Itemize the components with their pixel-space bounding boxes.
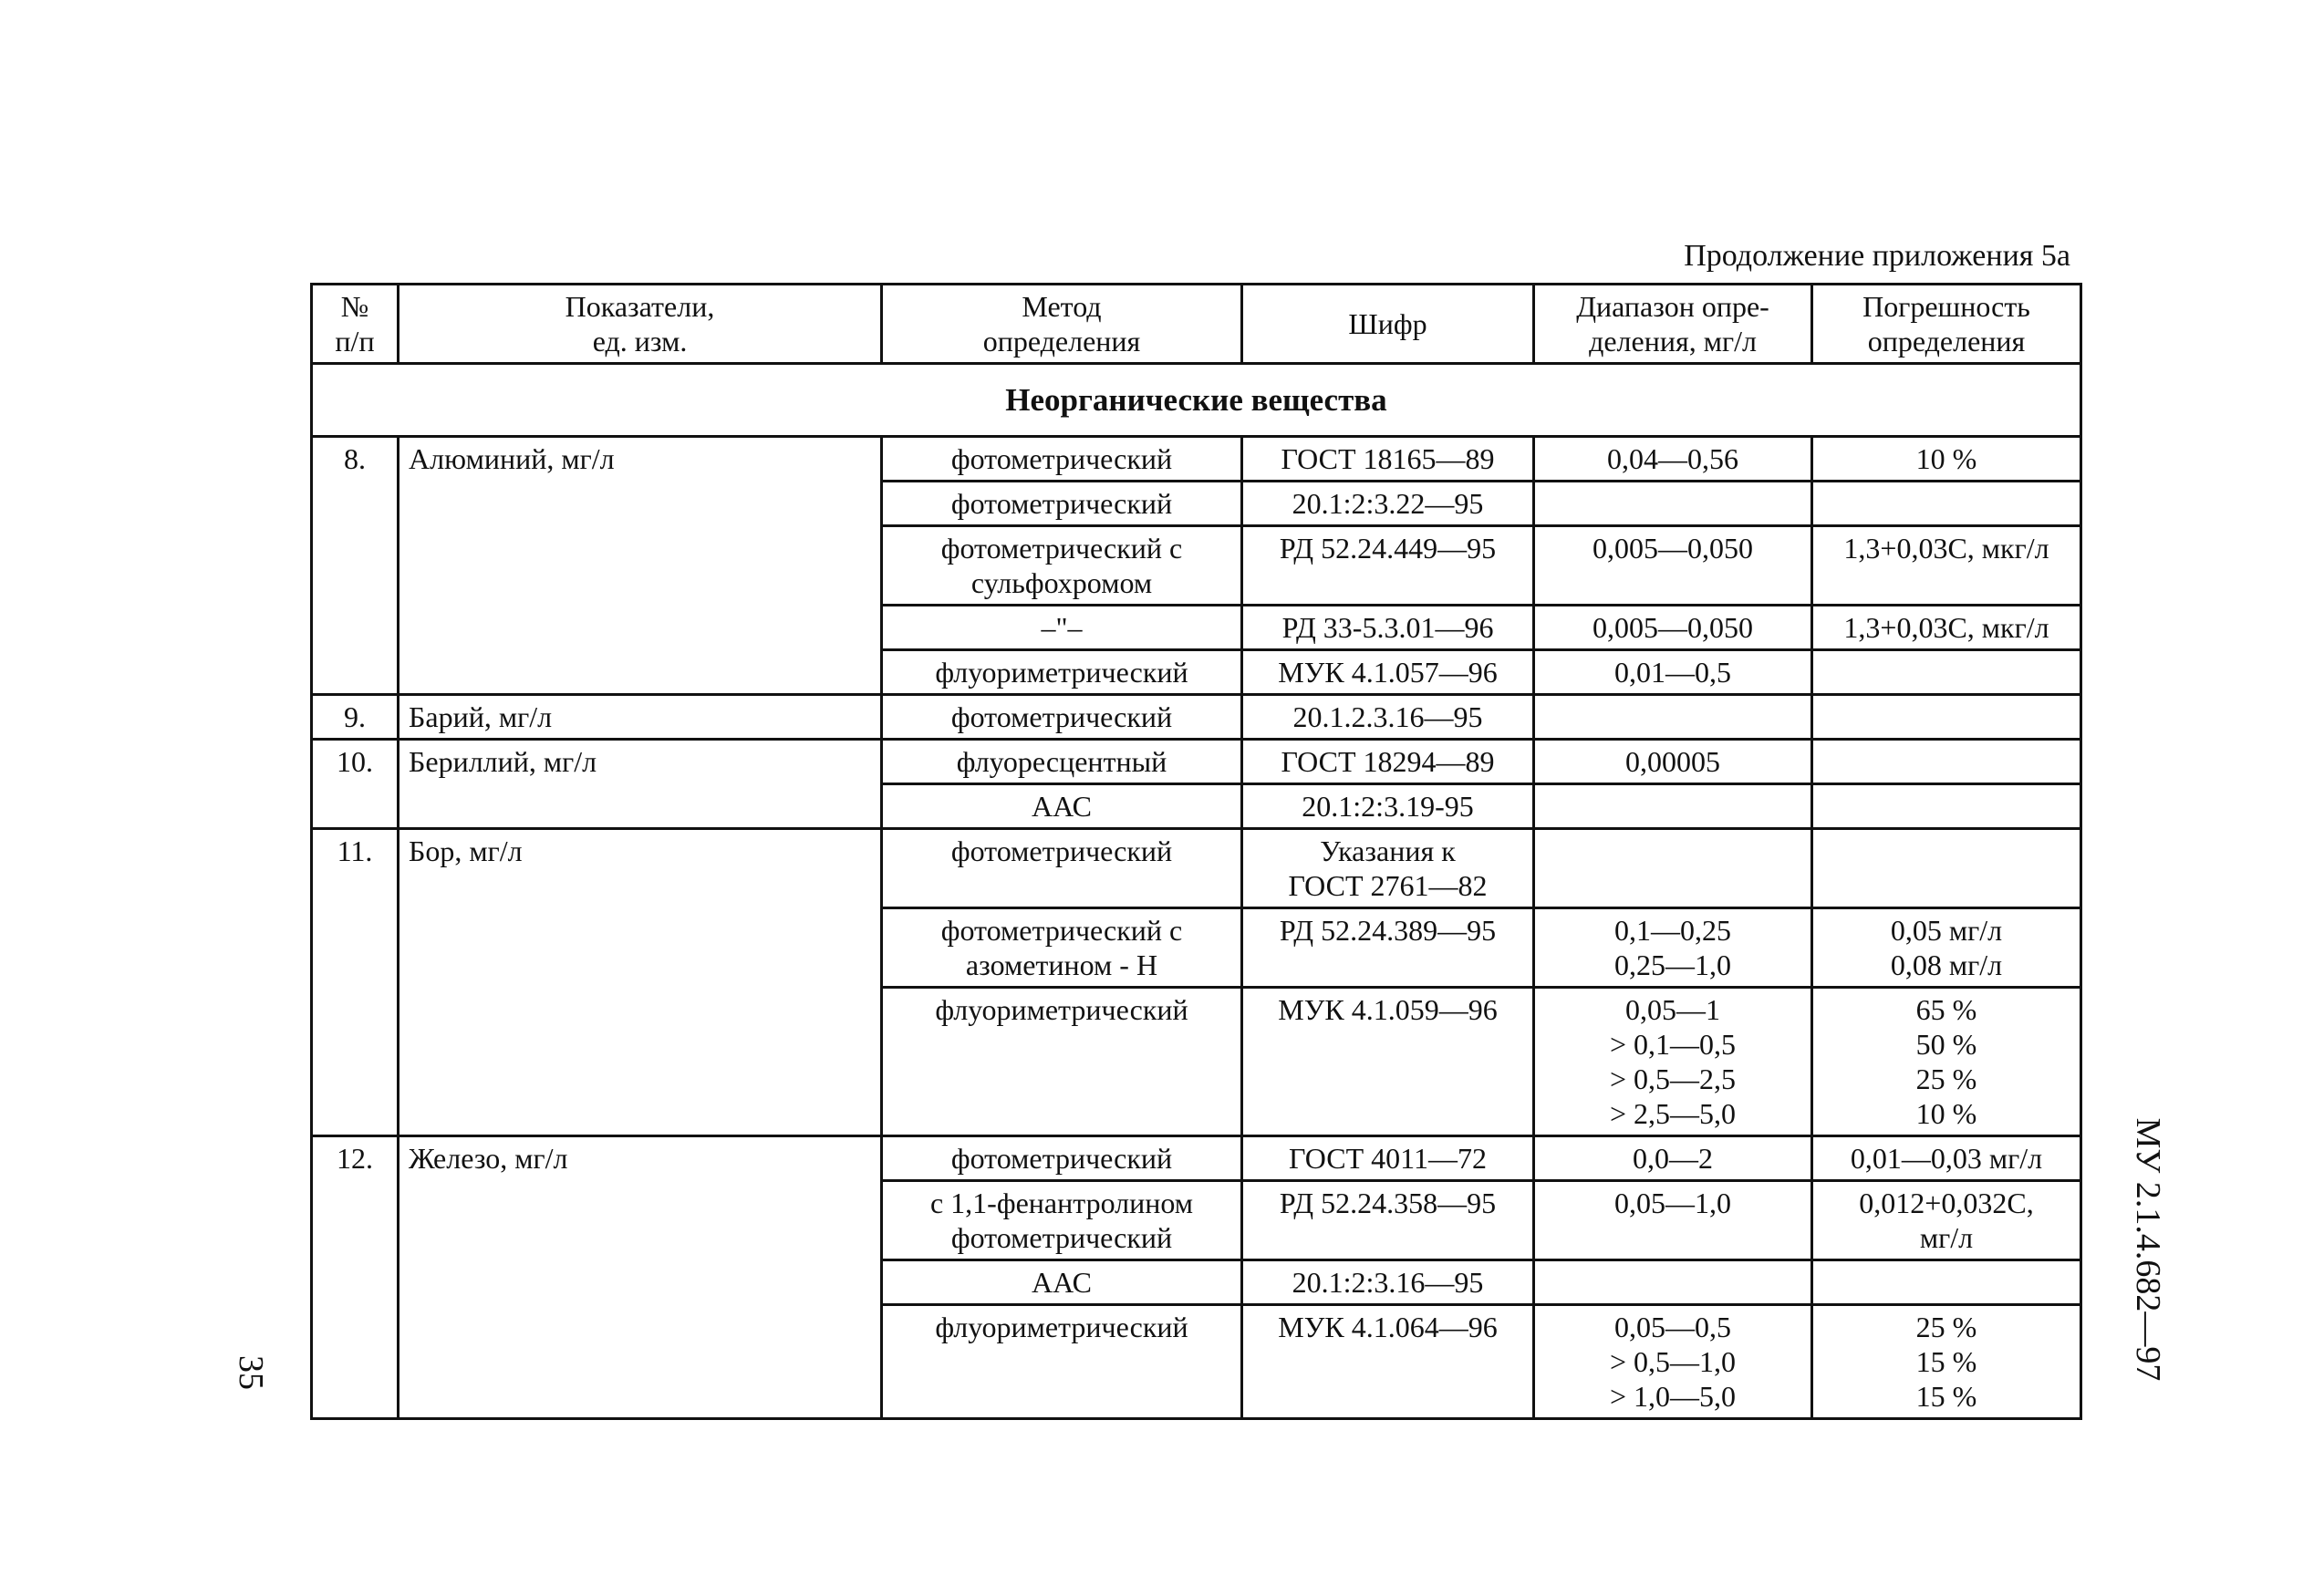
table-row [312, 695, 2081, 740]
method-cell-line: фотометрический [950, 834, 1173, 867]
code-cell [1242, 829, 1534, 908]
code-cell [1242, 908, 1534, 988]
range-cell-line: 0,005—0,050 [1593, 611, 1753, 644]
code-cell [1242, 526, 1534, 606]
empty-line [1821, 744, 2072, 766]
code-cell-line: ГОСТ 18165—89 [1281, 442, 1495, 475]
method-cell [882, 740, 1242, 784]
method-cell-line: флуориметрический [935, 656, 1188, 689]
range-cell-line: 0,05—0,5 [1614, 1311, 1731, 1343]
code-cell-line: ГОСТ 4011—72 [1289, 1142, 1487, 1175]
row-number: 8. [312, 437, 399, 695]
header-range [1534, 285, 1812, 364]
method-cell-line: ААС [1032, 790, 1092, 823]
indicator-name: Бериллий, мг/л [399, 740, 882, 829]
row-number: 10. [312, 740, 399, 829]
error-cell-line: 1,3+0,03С, мкг/л [1843, 532, 2049, 565]
code-cell [1242, 740, 1534, 784]
error-cell [1812, 650, 2081, 695]
error-cell [1812, 1136, 2081, 1181]
error-cell [1812, 829, 2081, 908]
code-cell [1242, 1181, 1534, 1260]
code-cell-line: МУК 4.1.064—96 [1278, 1311, 1498, 1343]
error-cell [1812, 988, 2081, 1136]
error-cell-line: мг/л [1919, 1221, 1974, 1254]
range-cell [1534, 482, 1812, 526]
range-cell-line: > 0,1—0,5 [1609, 1028, 1737, 1061]
indicator-name: Железо, мг/л [399, 1136, 882, 1419]
table-row [312, 1136, 2081, 1181]
range-cell [1534, 908, 1812, 988]
method-cell-line: фотометрический с [940, 914, 1183, 947]
method-cell-line: фотометрический [950, 1221, 1173, 1254]
empty-line [1821, 1265, 2072, 1287]
code-cell [1242, 482, 1534, 526]
error-cell-line: 10 % [1915, 442, 1977, 475]
table-row [312, 437, 2081, 482]
error-cell [1812, 1260, 2081, 1305]
error-cell-line: 25 % [1915, 1063, 1977, 1095]
methods-table [310, 283, 2082, 1420]
code-cell-line: МУК 4.1.059—96 [1278, 993, 1498, 1026]
error-cell [1812, 437, 2081, 482]
error-cell-line: 25 % [1915, 1311, 1977, 1343]
code-cell-line: РД 52.24.449—95 [1279, 532, 1497, 565]
code-cell [1242, 784, 1534, 829]
error-cell [1812, 482, 2081, 526]
code-cell [1242, 1305, 1534, 1419]
page-number-text: 35 [232, 1355, 270, 1390]
empty-line [1542, 1265, 1803, 1287]
range-cell-line: 0,01—0,5 [1614, 656, 1731, 689]
method-cell [882, 437, 1242, 482]
indicator-name: Барий, мг/л [399, 695, 882, 740]
code-cell-line: 20.1:2:3.16—95 [1292, 1266, 1484, 1299]
range-cell [1534, 988, 1812, 1136]
empty-line [1821, 789, 2072, 811]
error-cell-line: 15 % [1915, 1345, 1977, 1378]
code-cell-line: ГОСТ 2761—82 [1288, 869, 1488, 902]
method-cell [882, 695, 1242, 740]
range-cell-line: 0,005—0,050 [1593, 532, 1753, 565]
code-cell [1242, 606, 1534, 650]
section-row [312, 364, 2081, 437]
header-range-line2: деления, мг/л [1589, 325, 1757, 358]
range-cell-line: 0,0—2 [1633, 1142, 1713, 1175]
error-cell [1812, 908, 2081, 988]
indicator-name: Бор, мг/л [399, 829, 882, 1136]
empty-line [1542, 700, 1803, 721]
range-cell [1534, 1260, 1812, 1305]
method-cell-line: фотометрический [950, 442, 1173, 475]
range-cell-line: > 2,5—5,0 [1609, 1097, 1737, 1130]
error-cell-line: 0,08 мг/л [1890, 948, 2003, 981]
method-cell [882, 650, 1242, 695]
empty-line [1821, 700, 2072, 721]
header-method [882, 285, 1242, 364]
row-number: 9. [312, 695, 399, 740]
method-cell [882, 1181, 1242, 1260]
code-cell-line: 20.1:2:3.19-95 [1302, 790, 1474, 823]
header-indicator-line2: ед. изм. [592, 325, 688, 358]
error-cell [1812, 1305, 2081, 1419]
code-cell [1242, 988, 1534, 1136]
error-cell [1812, 784, 2081, 829]
method-cell [882, 1260, 1242, 1305]
range-cell [1534, 695, 1812, 740]
error-cell [1812, 740, 2081, 784]
error-cell-line: 65 % [1915, 993, 1977, 1026]
error-cell-line: 0,012+0,032С, [1859, 1187, 2034, 1219]
method-cell-line: флуориметрический [935, 1311, 1188, 1343]
empty-line [1821, 486, 2072, 508]
method-cell [882, 784, 1242, 829]
method-cell [882, 606, 1242, 650]
range-cell [1534, 1136, 1812, 1181]
error-cell-line: 50 % [1915, 1028, 1977, 1061]
method-cell-line: сульфохромом [970, 566, 1153, 599]
code-cell-line: МУК 4.1.057—96 [1278, 656, 1498, 689]
range-cell-line: 0,04—0,56 [1607, 442, 1738, 475]
error-cell-line: 1,3+0,03С, мкг/л [1843, 611, 2049, 644]
header-num-line1: № [340, 290, 369, 323]
error-cell-line: 0,05 мг/л [1890, 914, 2003, 947]
header-code-line1: Шифр [1348, 307, 1427, 340]
error-cell [1812, 695, 2081, 740]
error-cell-line: 0,01—0,03 мг/л [1850, 1142, 2043, 1175]
method-cell-line: фотометрический [950, 487, 1173, 520]
code-cell-line: ГОСТ 18294—89 [1281, 745, 1495, 778]
document-code [2121, 1094, 2175, 1405]
header-code [1242, 285, 1534, 364]
error-cell [1812, 526, 2081, 606]
method-cell [882, 908, 1242, 988]
document-code-text: МУ 2.1.4.682—97 [2129, 1117, 2167, 1382]
table-row [312, 829, 2081, 908]
row-number: 11. [312, 829, 399, 1136]
header-method-line2: определения [982, 325, 1141, 358]
method-cell-line: фотометрический с [940, 532, 1183, 565]
empty-line [1542, 486, 1803, 508]
range-cell [1534, 650, 1812, 695]
code-cell-line: РД 52.24.358—95 [1279, 1187, 1497, 1219]
range-cell [1534, 437, 1812, 482]
code-cell-line: 20.1:2:3.22—95 [1292, 487, 1484, 520]
range-cell-line: > 0,5—2,5 [1609, 1063, 1737, 1095]
code-cell-line: 20.1.2.3.16—95 [1292, 700, 1483, 733]
header-num-line2: п/п [335, 325, 375, 358]
empty-line [1821, 834, 2072, 855]
code-cell [1242, 1136, 1534, 1181]
table-row [312, 740, 2081, 784]
method-cell [882, 829, 1242, 908]
code-cell-line: РД 33-5.3.01—96 [1281, 611, 1494, 644]
header-error-line2: определения [1867, 325, 2026, 358]
indicator-name: Алюминий, мг/л [399, 437, 882, 695]
range-cell [1534, 1305, 1812, 1419]
method-cell-line: –"– [1041, 611, 1083, 644]
method-cell-line: с 1,1-фенантролином [929, 1187, 1194, 1219]
header-method-line1: Метод [1022, 290, 1102, 323]
code-cell-line: Указания к [1320, 834, 1456, 867]
method-cell [882, 1305, 1242, 1419]
range-cell-line: 0,25—1,0 [1614, 948, 1731, 981]
range-cell-line: > 1,0—5,0 [1609, 1380, 1737, 1413]
header-range-line1: Диапазон опре- [1576, 290, 1769, 323]
range-cell [1534, 1181, 1812, 1260]
range-cell [1534, 526, 1812, 606]
method-cell-line: азометином - Н [965, 948, 1158, 981]
header-error-line1: Погрешность [1862, 290, 2030, 323]
range-cell-line: 0,1—0,25 [1614, 914, 1731, 947]
range-cell-line: 0,05—1,0 [1614, 1187, 1731, 1219]
code-cell [1242, 437, 1534, 482]
method-cell-line: ААС [1032, 1266, 1092, 1299]
header-indicator [399, 285, 882, 364]
header-row [312, 285, 2081, 364]
code-cell [1242, 1260, 1534, 1305]
empty-line [1542, 789, 1803, 811]
page-number [228, 1322, 274, 1423]
header-num [312, 285, 399, 364]
empty-line [1821, 655, 2072, 677]
row-number: 12. [312, 1136, 399, 1419]
range-cell [1534, 784, 1812, 829]
header-indicator-line1: Показатели, [565, 290, 715, 323]
method-cell [882, 988, 1242, 1136]
empty-line [1542, 834, 1803, 855]
range-cell [1534, 740, 1812, 784]
error-cell-line: 15 % [1915, 1380, 1977, 1413]
section-title: Неорганические вещества [312, 364, 2081, 437]
method-cell-line: флуориметрический [935, 993, 1188, 1026]
appendix-caption: Продолжение приложения 5а [1684, 239, 2070, 273]
range-cell [1534, 606, 1812, 650]
code-cell-line: РД 52.24.389—95 [1279, 914, 1497, 947]
error-cell [1812, 1181, 2081, 1260]
error-cell [1812, 606, 2081, 650]
method-cell [882, 526, 1242, 606]
method-cell [882, 482, 1242, 526]
method-cell-line: флуоресцентный [956, 745, 1167, 778]
range-cell-line: 0,05—1 [1625, 993, 1720, 1026]
code-cell [1242, 650, 1534, 695]
header-error [1812, 285, 2081, 364]
range-cell-line: 0,00005 [1625, 745, 1720, 778]
method-cell-line: фотометрический [950, 700, 1173, 733]
code-cell [1242, 695, 1534, 740]
method-cell [882, 1136, 1242, 1181]
range-cell [1534, 829, 1812, 908]
error-cell-line: 10 % [1915, 1097, 1977, 1130]
range-cell-line: > 0,5—1,0 [1609, 1345, 1737, 1378]
method-cell-line: фотометрический [950, 1142, 1173, 1175]
